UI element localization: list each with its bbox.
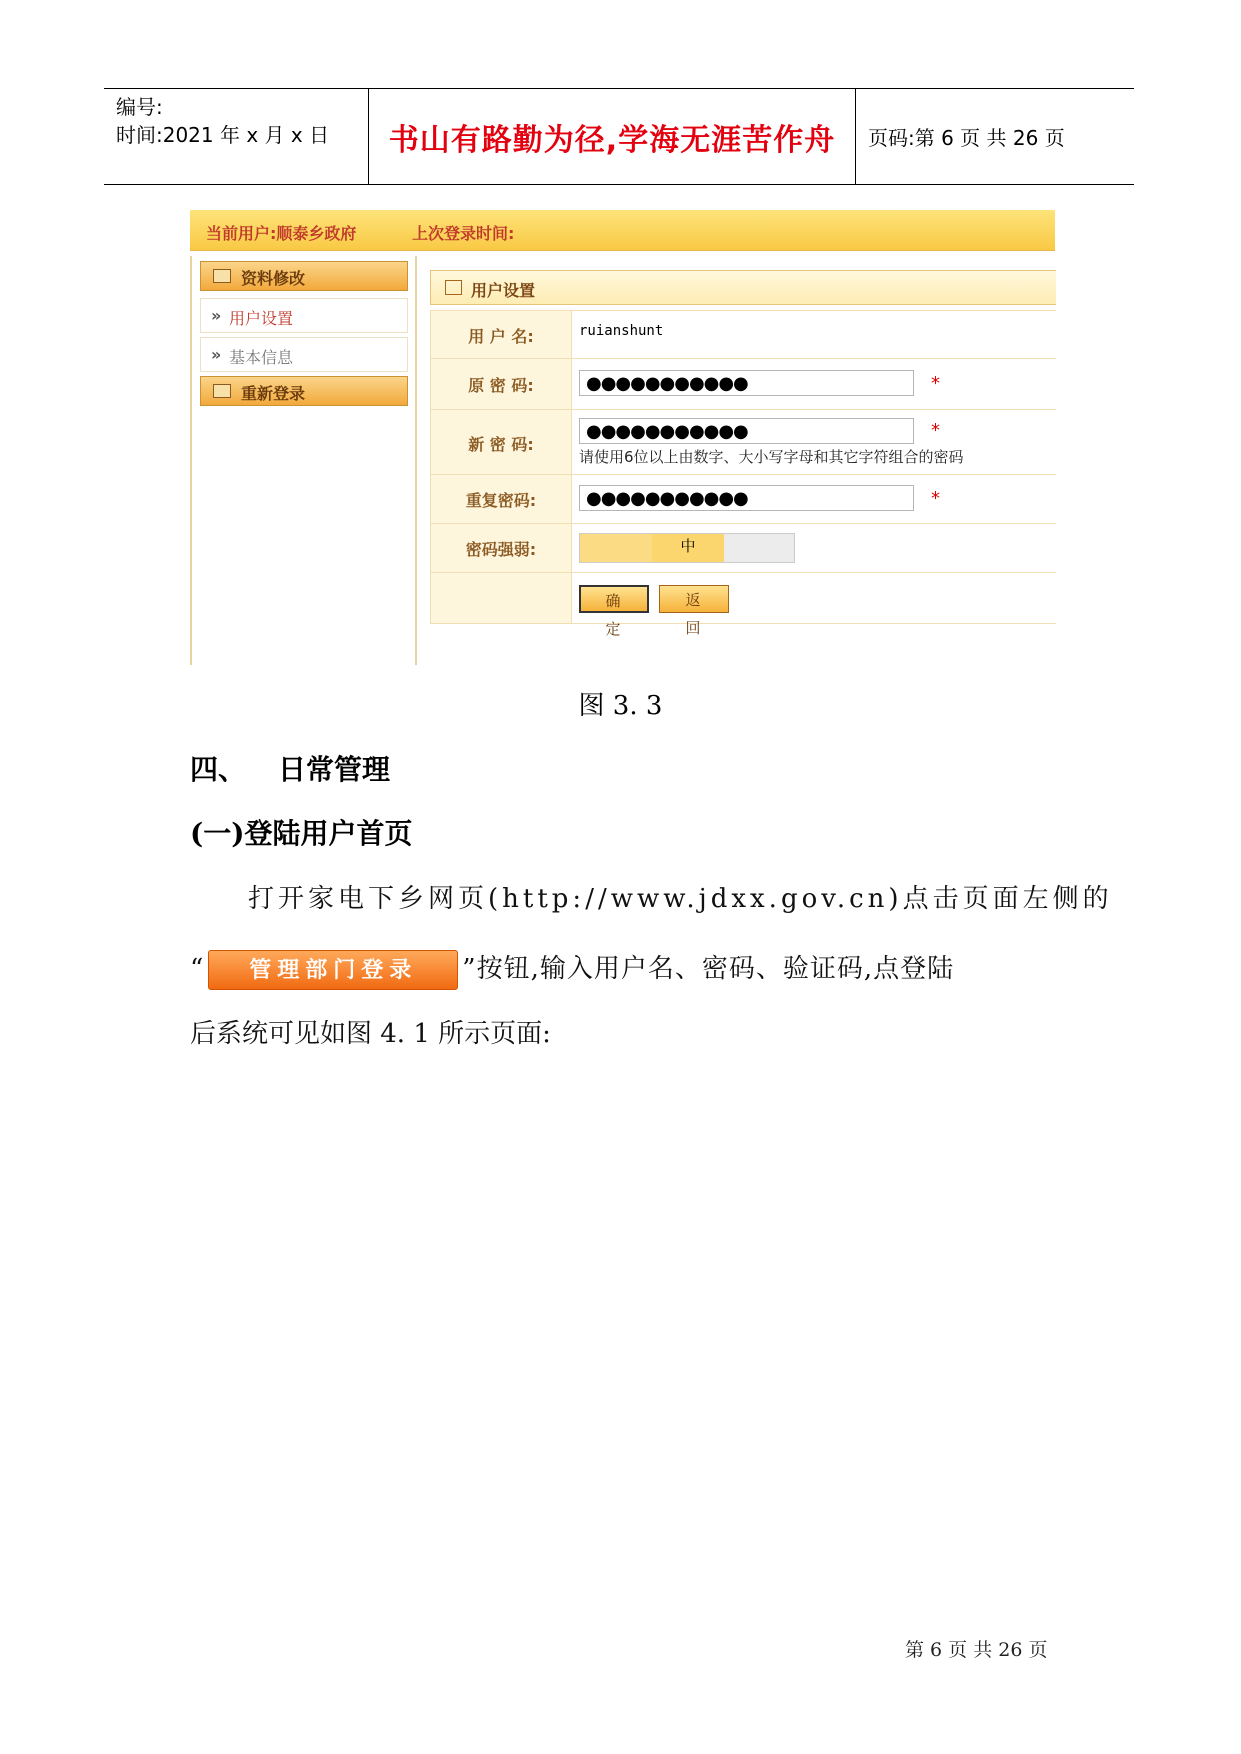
last-login: 上次登录时间: xyxy=(412,224,515,243)
page-info: 页码:第 6 页 共 26 页 xyxy=(868,126,1065,150)
sidebar-section-relogin[interactable] xyxy=(200,376,408,406)
field-label-cell xyxy=(431,475,572,523)
sidebar-item-basic-info[interactable] xyxy=(200,337,408,372)
double-chevron-icon: » xyxy=(211,345,222,364)
edit-icon xyxy=(445,280,462,295)
double-chevron-icon: » xyxy=(211,306,222,325)
old-password-input[interactable]: ●●●●●●●●●●● xyxy=(579,370,914,396)
field-label-cell xyxy=(431,359,572,409)
admin-login-button-image: 管理部门登录 xyxy=(208,950,458,990)
required-mark: * xyxy=(931,488,940,509)
strength-segment-medium: 中 xyxy=(652,534,724,562)
field-label-cell xyxy=(431,410,572,474)
strength-label: 密码强弱: xyxy=(465,540,537,559)
section-number: 四、 xyxy=(190,753,247,786)
repeat-password-input[interactable]: ●●●●●●●●●●● xyxy=(579,485,914,511)
repeat-password-label: 重复密码: xyxy=(465,491,537,510)
embedded-screenshot xyxy=(190,210,1055,665)
current-user: 当前用户:顺泰乡政府 xyxy=(206,224,357,243)
username-label: 用 户 名: xyxy=(468,327,534,346)
header-page-cell xyxy=(856,89,1134,184)
sidebar xyxy=(190,256,417,665)
paragraph-line-1: 打开家电下乡网页(http://www.jdxx.gov.cn)点击页面左侧的 xyxy=(248,884,1113,914)
field-label-cell xyxy=(431,573,572,623)
panel-title-bar xyxy=(430,270,1056,305)
form-row-strength xyxy=(430,523,1056,573)
time-label: 时间:2021 年 x 月 x 日 xyxy=(116,123,330,147)
field-label-cell xyxy=(431,524,572,572)
paragraph-line-3: 后系统可见如图 4. 1 所示页面: xyxy=(190,1019,551,1049)
form-row-username xyxy=(430,310,1056,359)
user-info-bar xyxy=(190,210,1055,251)
document-header xyxy=(104,88,1134,185)
sidebar-section-profile[interactable] xyxy=(200,261,408,291)
book-icon xyxy=(213,269,231,283)
subsection-heading: (一)登陆用户首页 xyxy=(190,817,413,850)
new-password-label: 新 密 码: xyxy=(468,435,534,454)
motto: 书山有路勤为径,学海无涯苦作舟 xyxy=(388,122,836,158)
section-heading xyxy=(190,748,390,788)
form-row-old-password xyxy=(430,358,1056,410)
header-motto-cell xyxy=(369,89,856,184)
form-row-buttons xyxy=(430,572,1056,638)
sidebar-section-label: 资料修改 xyxy=(241,269,306,288)
open-quote: “ xyxy=(190,954,205,984)
figure-caption: 图 3. 3 xyxy=(578,691,663,721)
paragraph-line-2-text: ”按钮,输入用户名、密码、验证码,点登陆 xyxy=(462,954,955,984)
sidebar-section-label: 重新登录 xyxy=(241,384,306,403)
new-password-input[interactable]: ●●●●●●●●●●● xyxy=(579,418,914,444)
old-password-label: 原 密 码: xyxy=(468,376,534,395)
username-value: ruianshunt xyxy=(579,323,664,339)
form-row-repeat-password xyxy=(430,474,1056,524)
strength-segment-strong xyxy=(724,534,794,562)
panel-title: 用户设置 xyxy=(471,281,536,300)
confirm-button[interactable]: 确 定 xyxy=(579,585,649,613)
form-row-new-password xyxy=(430,409,1056,475)
number-label: 编号: xyxy=(116,95,163,119)
paragraph-line-2 xyxy=(190,948,954,990)
strength-segment-weak xyxy=(580,534,652,562)
user-settings-panel xyxy=(430,270,1055,665)
required-mark: * xyxy=(931,373,940,394)
book-icon xyxy=(213,384,231,398)
sidebar-item-label: 用户设置 xyxy=(229,309,294,328)
new-password-hint: 请使用6位以上由数字、大小写字母和其它字符组合的密码 xyxy=(579,448,964,466)
password-strength-meter xyxy=(579,533,795,563)
page-footer: 第 6 页 共 26 页 xyxy=(905,1639,1048,1661)
header-left-cell xyxy=(104,89,369,184)
section-title: 日常管理 xyxy=(278,753,391,786)
back-button[interactable]: 返 回 xyxy=(659,585,729,613)
required-mark: * xyxy=(931,420,940,441)
sidebar-item-user-settings[interactable] xyxy=(200,298,408,333)
sidebar-item-label: 基本信息 xyxy=(229,348,294,367)
field-label-cell xyxy=(431,311,572,358)
